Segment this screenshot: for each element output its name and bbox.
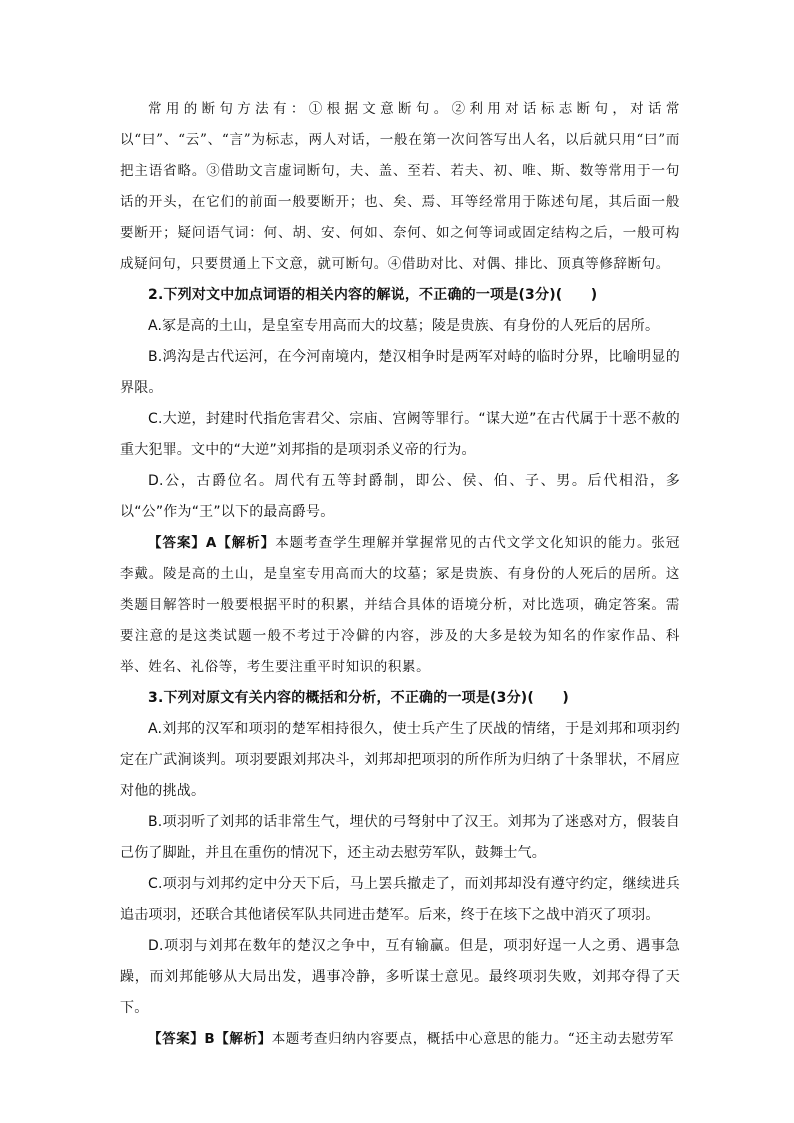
question-2-option-c: C.大逆，封建时代指危害君父、宗庙、宫阙等罪行。“谋大逆”在古代属于十恶不赦的重大犯罪。文中的“大逆”刘邦指的是项羽杀义帝的行为。	[120, 411, 680, 458]
question-2-answer-text: 本题考查学生理解并掌握常见的古代文学文化知识的能力。张冠李戴。陵是高的土山，是皇室专用高而大的坟墓；冢是贵族、有身份的人死后的居所。这类题目解答时一般要根据平时的积累，并结合具体的语境分析，对比选项，确定答案。需要注意的是这类试题一般不考过于冷僻的内容，涉及的大多是较为知名的作家作品、科举、姓名、礼俗等，考生要注重平时知识的积累。	[120, 535, 680, 675]
question-3-answer-text: 本题考查归纳内容要点，概括中心意思的能力。“还主动去慰劳军	[271, 1031, 675, 1047]
question-3-answer-tag: 【答案】B【解析】	[148, 1031, 272, 1047]
question-2-answer	[120, 528, 680, 683]
question-3-stem: 3.下列对原文有关内容的概括和分析，不正确的一项是(3分)( )	[148, 690, 569, 706]
question-2-option-d: D.公，古爵位名。周代有五等封爵制，即公、侯、伯、子、男。后代相沿，多以“公”作为“王”以下的最高爵号。	[120, 473, 680, 520]
question-3-option-b: B.项羽听了刘邦的话非常生气，埋伏的弓弩射中了汉王。刘邦为了迷惑对方，假装自己伤了脚趾，并且在重伤的情况下，还主动去慰劳军队，鼓舞士气。	[120, 814, 680, 861]
intro-paragraph: 常用的断句方法有：①根据文意断句。②利用对话标志断句，对话常以“曰”、“云”、“言”为标志，两人对话，一般在第一次问答写出人名，以后就只用“曰”而把主语省略。③借助文言虚词断句，夫、盖、至若、若夫、初、唯、斯、数等常用于一句话的开头，在它们的前面一般要断开；也、矣、焉、耳等经常用于陈述句尾，其后面一般要断开；疑问语气词：何、胡、安、何如、奈何、如之何等词或固定结构之后，一般可构成疑问句，只要贯通上下文意，就可断句。④借助对比、对偶、排比、顶真等修辞断句。	[120, 101, 680, 272]
question-3-option-d: D.项羽与刘邦在数年的楚汉之争中，互有输赢。但是，项羽好逞一人之勇、遇事急躁，而刘邦能够从大局出发，遇事冷静，多听谋士意见。最终项羽失败，刘邦夺得了天下。	[120, 938, 680, 1016]
question-2-stem: 2.下列对文中加点词语的相关内容的解说，不正确的一项是(3分)( )	[148, 287, 598, 303]
question-2-answer-tag: 【答案】A【解析】	[148, 535, 276, 551]
question-3-option-c: C.项羽与刘邦约定中分天下后，马上罢兵撤走了，而刘邦却没有遵守约定，继续进兵追击项羽，还联合其他诸侯军队共同进击楚军。后来，终于在垓下之战中消灭了项羽。	[120, 876, 680, 923]
question-3-option-a: A.刘邦的汉军和项羽的楚军相持很久，使士兵产生了厌战的情绪，于是刘邦和项羽约定在广武涧谈判。项羽要跟刘邦决斗，刘邦却把项羽的所作所为归纳了十条罪状，不屑应对他的挑战。	[120, 721, 680, 799]
question-2-option-a: A.冢是高的土山，是皇室专用高而大的坟墓；陵是贵族、有身份的人死后的居所。	[148, 318, 660, 334]
document-page	[120, 94, 680, 1055]
question-3-answer	[120, 1024, 680, 1055]
question-2-option-b: B.鸿沟是古代运河，在今河南境内，楚汉相争时是两军对峙的临时分界，比喻明显的界限。	[120, 349, 680, 396]
